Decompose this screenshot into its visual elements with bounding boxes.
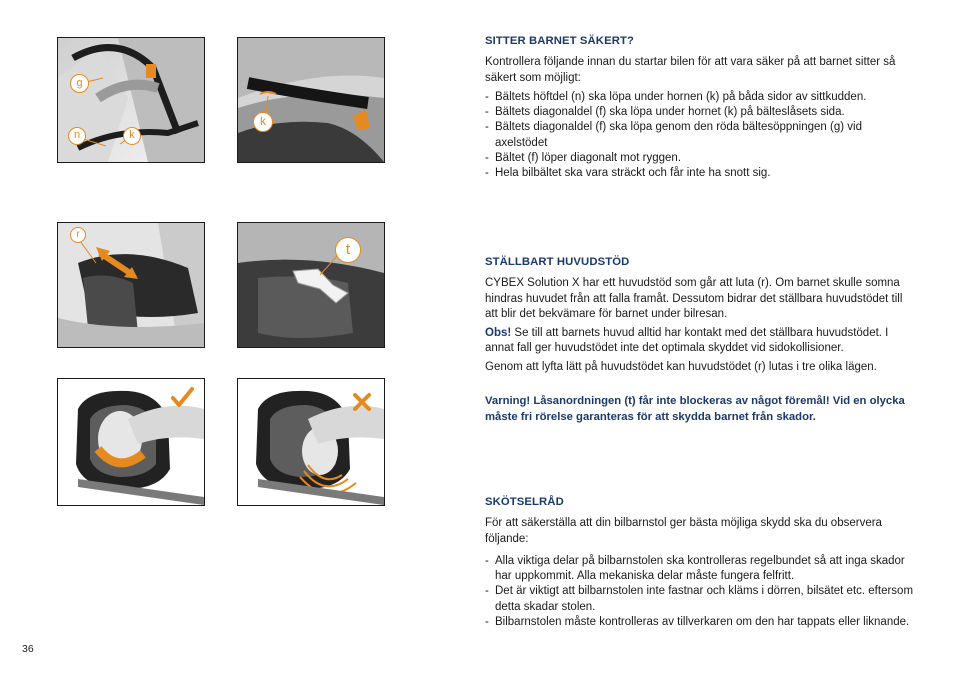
list-item: - Hela bilbältet ska vara sträckt och får inte ha snott sig. — [485, 166, 917, 181]
label-t-circle: t — [335, 237, 361, 263]
page-number: 36 — [22, 643, 34, 655]
heading-sitter-barnet-sakert: SITTER BARNET SÄKERT? — [485, 35, 634, 47]
section-headrest — [485, 255, 917, 428]
headrest-obs — [485, 326, 917, 357]
label-g-circle: g — [70, 74, 89, 93]
headrest-para1: CYBEX Solution X har ett huvudstöd som går att luta (r). Om barnet skulle somna hindras huvudet från att falla framåt. Dessutom bidrar det ställbara huvudstödet till att blir det bekvämare för barnet under bilresan. — [485, 277, 903, 320]
obs-label: Obs! — [485, 327, 512, 340]
list-item: - Bältet (f) löper diagonalt mot ryggen. — [485, 151, 917, 166]
list-item: - Alla viktiga delar på bilbarnstolen ska kontrolleras regelbundet så att inga skador har uppkommit. Alla mekaniska delar måste fungera felfritt. — [485, 554, 917, 585]
label-n-circle: n — [68, 127, 86, 145]
check-icon — [170, 386, 194, 410]
section-safety-check — [485, 34, 917, 182]
obs-text: Se till att barnets huvud alltid har kontakt med det ställbara huvudstödet. I annat fall ger huvudstödet inte det optimala skyddet vid sidokollisioner. — [485, 327, 889, 355]
label-k-circle: k — [123, 127, 141, 145]
care-list — [485, 554, 917, 630]
list-item: - Bältets diagonaldel (f) ska löpa under hornet (k) på bälteslåsets sida. — [485, 105, 917, 120]
safety-list — [485, 90, 917, 182]
heading-stallbart-huvudstod: STÄLLBART HUVUDSTÖD — [485, 256, 630, 268]
label-k2-circle: k — [253, 112, 273, 132]
warning-text: Varning! Låsanordningen (t) får inte blockeras av något föremål! Vid en olycka måste fri rörelse garanteras för att skydda barnet från skador. — [485, 395, 905, 423]
list-item: - Bilbarnstolen måste kontrolleras av tillverkaren om den har tappats eller liknande. — [485, 615, 917, 630]
headrest-para3: Genom att lyfta lätt på huvudstödet kan huvudstödet (r) lutas i tre olika lägen. — [485, 360, 877, 373]
heading-skotselrad: SKÖTSELRÅD — [485, 496, 564, 508]
cross-icon — [352, 392, 372, 412]
care-intro: För att säkerställa att din bilbarnstol ger bästa möjliga skydd ska du observera följande: — [485, 517, 882, 545]
list-item: - Det är viktigt att bilbarnstolen inte fastnar och kläms i dörren, bilsätet etc. eftersom detta skadar stolen. — [485, 584, 917, 615]
illustration-lock-t — [237, 222, 385, 348]
safety-intro: Kontrollera följande innan du startar bilen för att vara säker på att barnet sitter så säkert som möjligt: — [485, 56, 896, 84]
illustration-horn-k — [237, 37, 385, 163]
list-item: - Bältets diagonaldel (f) ska löpa genom den röda bältesöppningen (g) vid axelstödet — [485, 120, 917, 151]
section-care — [485, 495, 917, 630]
label-r-circle: r — [70, 227, 86, 243]
list-item: - Bältets höftdel (n) ska löpa under hornen (k) på båda sidor av sittkudden. — [485, 90, 917, 105]
